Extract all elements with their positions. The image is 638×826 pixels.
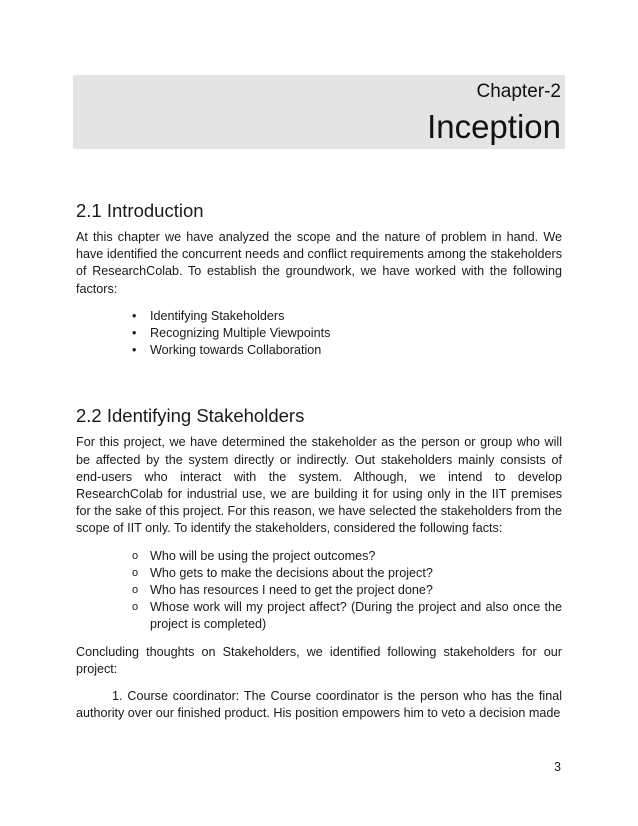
list-item: o Who gets to make the decisions about the project? [132,565,562,582]
list-item: • Recognizing Multiple Viewpoints [132,325,562,342]
facts-list [76,548,562,634]
bullet-icon: • [132,326,137,341]
page-number: 3 [553,760,561,774]
list-item: • Identifying Stakeholders [132,308,562,325]
bullet-icon: • [132,343,137,358]
circle-bullet-icon: o [132,566,139,579]
concluding-paragraph: Concluding thoughts on Stakeholders, we identified following stakeholders for our project: [76,644,562,676]
section-heading-stakeholders: 2.2 Identifying Stakeholders [76,405,305,427]
introduction-paragraph: At this chapter we have analyzed the scope and the nature of problem in hand. We have identified the concurrent needs and conflict requirements among the stakeholders of ResearchColab. To establish the groundwork, we have worked with the following factors: [76,230,562,296]
list-item: o Whose work will my project affect? (During the project and also once the project is completed) [132,600,562,632]
factors-list [76,308,562,360]
list-item: o Who will be using the project outcomes? [132,548,562,565]
list-item: • Working towards Collaboration [132,342,562,359]
numbered-item-course-coordinator: 1. Course coordinator: The Course coordinator is the person who has the final authority over our finished product. His position empowers him to veto a decision made [76,689,562,721]
chapter-banner [73,75,565,149]
chapter-title: Inception [427,108,561,145]
circle-bullet-icon: o [132,549,139,562]
page-content [76,198,562,722]
bullet-icon: • [132,308,137,323]
circle-bullet-icon: o [132,601,139,614]
circle-bullet-icon: o [132,584,139,597]
list-item: o Who has resources I need to get the project done? [132,582,562,599]
chapter-label: Chapter-2 [476,81,561,102]
stakeholders-paragraph: For this project, we have determined the stakeholder as the person or group who will be affected by the system directly or indirectly. Out stakeholders mainly consists of end-users who interact with the system. Although, we intend to develop ResearchColab for industrial use, we are building it for using only in the IIT premises for the sake of this project. For this reason, we have selected the stakeholders from the scope of IIT only. To identify the stakeholders, considered the following facts: [76,435,562,536]
section-heading-introduction: 2.1 Introduction [76,200,204,221]
